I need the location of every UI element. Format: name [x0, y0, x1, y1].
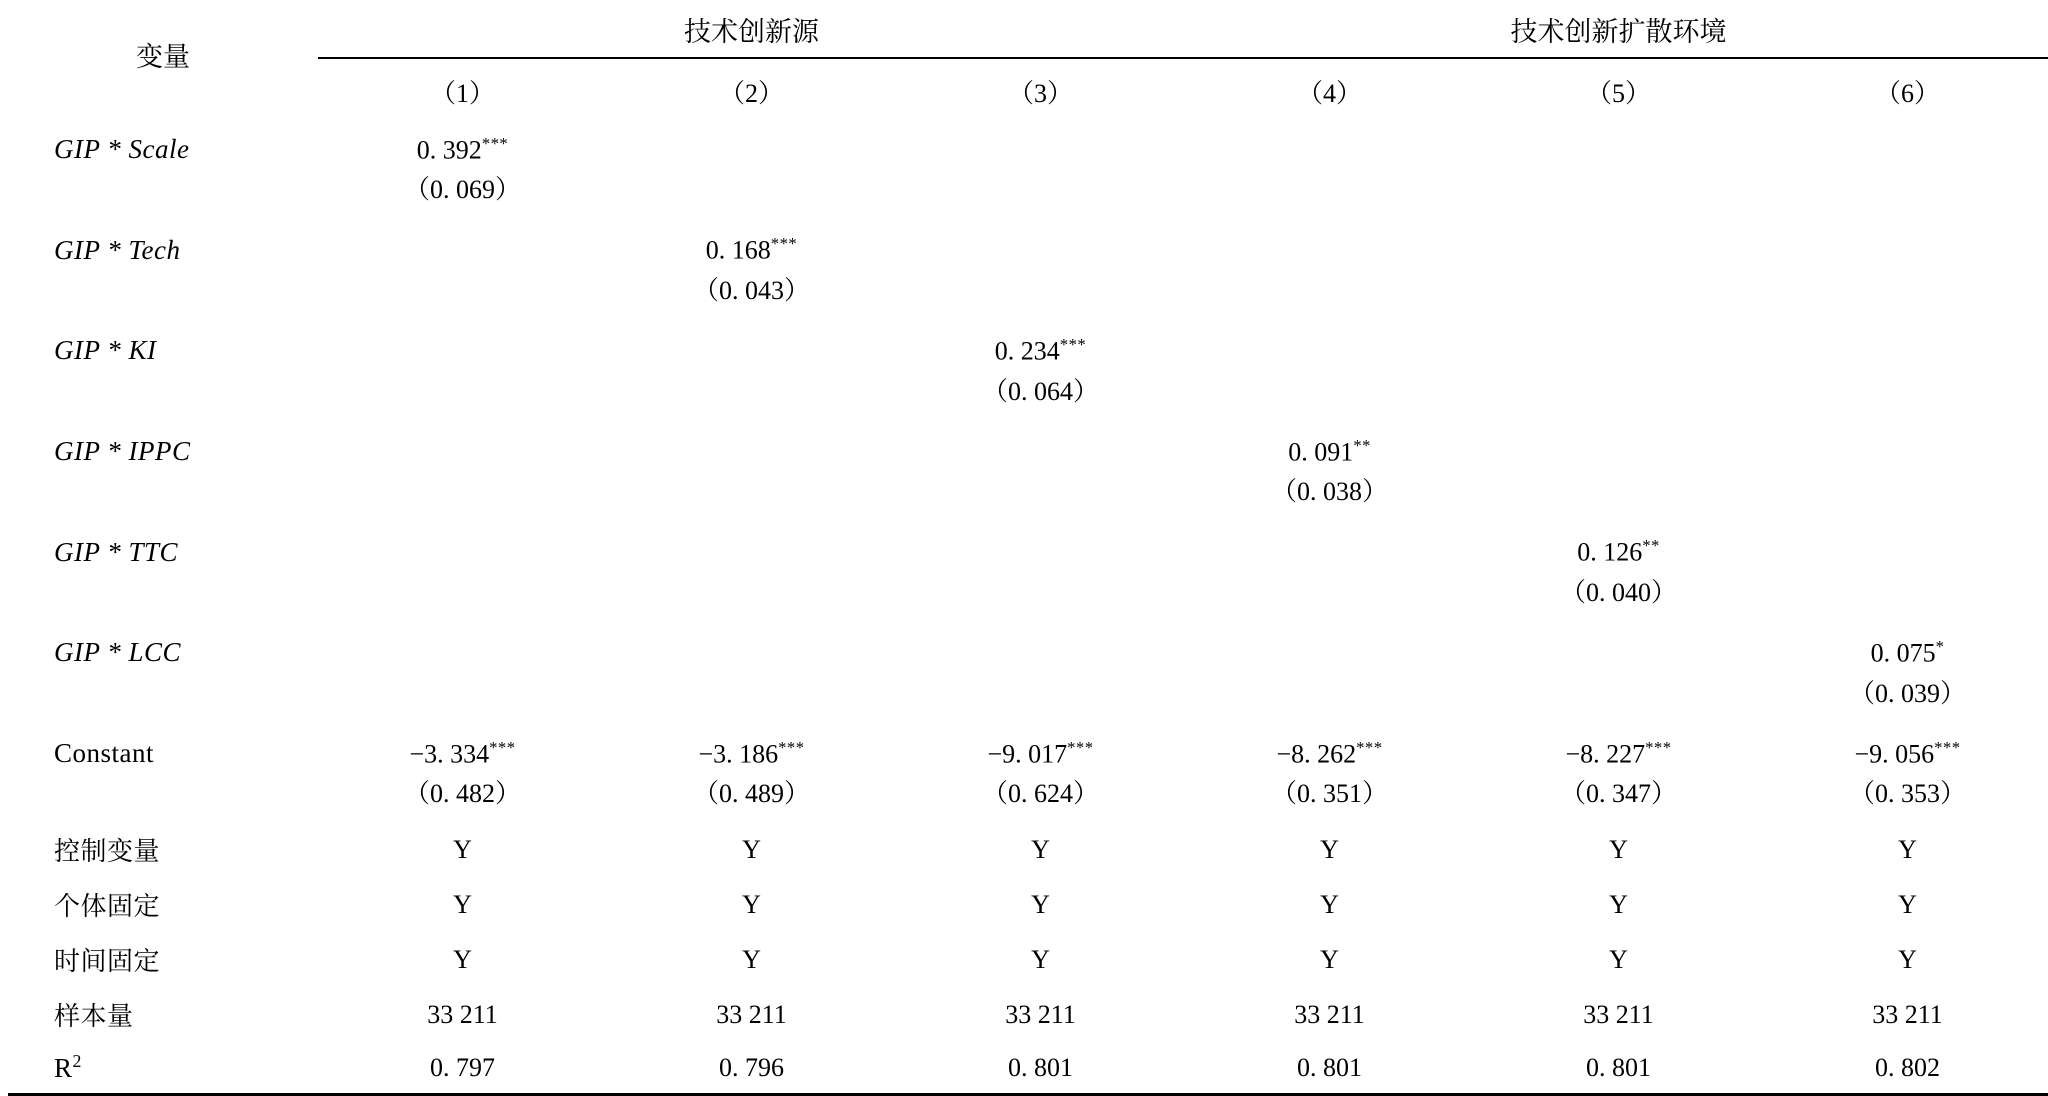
coefficient-cell [1185, 218, 1474, 268]
value-cell: Y [453, 834, 472, 864]
coefficient-cell [896, 420, 1185, 470]
coefficient-cell [318, 520, 607, 570]
value-cell: Y [742, 834, 761, 864]
standard-error-cell [896, 570, 1185, 621]
significance-stars: ** [1642, 536, 1660, 556]
standard-error-cell [607, 167, 896, 218]
table-row [8, 469, 2048, 520]
standard-error-cell [1474, 167, 1763, 218]
standard-error-cell [607, 570, 896, 621]
standard-error-cell [318, 570, 607, 621]
header-group-1 [318, 0, 1185, 67]
header-col-2: （2） [718, 78, 784, 108]
standard-error-cell: （0. 353） [1848, 779, 1966, 809]
table-row [8, 987, 2048, 1042]
standard-error-cell: （0. 043） [692, 275, 810, 305]
value-cell: 33 211 [1005, 999, 1076, 1029]
standard-error-cell [607, 671, 896, 722]
table-row [8, 268, 2048, 319]
coefficient-value: 0. 168 [705, 235, 771, 265]
table-row [8, 877, 2048, 932]
coefficient-cell [318, 420, 607, 470]
significance-stars: *** [1356, 737, 1383, 757]
header-group-2-label: 技术创新扩散环境 [1510, 17, 1727, 47]
table-row [8, 167, 2048, 218]
row-label: GIP * IPPC [54, 435, 191, 466]
standard-error-cell [1474, 671, 1763, 722]
row-label: GIP * TTC [54, 536, 179, 567]
standard-error-cell [318, 268, 607, 319]
r-squared-label: R [54, 1053, 73, 1084]
coefficient-value: 0. 091 [1288, 437, 1354, 467]
header-col-3: （3） [1007, 78, 1073, 108]
standard-error-cell [1474, 369, 1763, 420]
coefficient-cell [896, 621, 1185, 671]
coefficient-value: 0. 126 [1577, 537, 1643, 567]
header-group-1-rule [318, 57, 1185, 59]
row-label: 控制变量 [54, 836, 161, 867]
row-label: GIP * KI [54, 335, 157, 366]
standard-error-cell: （0. 040） [1559, 577, 1677, 607]
coefficient-cell [607, 118, 896, 168]
standard-error-cell: （0. 482） [403, 779, 521, 809]
row-label: 时间固定 [54, 946, 161, 977]
significance-stars: *** [770, 234, 798, 254]
significance-stars: ** [1353, 435, 1371, 455]
row-label [8, 1042, 318, 1095]
value-cell: Y [1898, 834, 1917, 864]
standard-error-cell [1474, 469, 1763, 520]
table-row [8, 520, 2048, 570]
row-label: 个体固定 [54, 891, 161, 922]
coefficient-value: −8. 227 [1565, 739, 1646, 769]
coefficient-cell [1474, 520, 1763, 570]
standard-error-cell: （0. 347） [1559, 779, 1677, 809]
significance-stars: *** [481, 133, 509, 153]
standard-error-cell [607, 469, 896, 520]
coefficient-cell [1474, 621, 1763, 671]
value-cell: 33 211 [1583, 999, 1654, 1029]
coefficient-value: 0. 234 [994, 336, 1060, 366]
coefficient-value: 0. 075 [1870, 638, 1936, 668]
coefficient-cell [1185, 420, 1474, 470]
standard-error-cell: （0. 624） [981, 779, 1099, 809]
table-row [8, 218, 2048, 268]
coefficient-cell [607, 319, 896, 369]
significance-stars: *** [1067, 737, 1094, 757]
coefficient-value: −8. 262 [1276, 739, 1357, 769]
value-cell: Y [1031, 834, 1050, 864]
coefficient-value: 0. 392 [416, 135, 482, 165]
row-label-spacer [8, 469, 318, 520]
table-row [8, 319, 2048, 369]
coefficient-cell [896, 319, 1185, 369]
coefficient-value: −3. 186 [698, 739, 779, 769]
row-label-spacer [8, 369, 318, 420]
value-cell: Y [1609, 944, 1628, 974]
coefficient-value: −3. 334 [409, 739, 490, 769]
table-row [8, 621, 2048, 671]
header-group-1-label: 技术创新源 [684, 17, 819, 47]
coefficient-cell [896, 722, 1185, 772]
value-cell: 0. 801 [896, 1042, 1185, 1095]
table-row [8, 420, 2048, 470]
table-header [8, 0, 2048, 118]
value-cell: Y [1031, 889, 1050, 919]
table-row [8, 822, 2048, 877]
standard-error-cell [1763, 570, 2048, 621]
coefficient-cell [1763, 319, 2048, 369]
value-cell: 0. 797 [318, 1042, 607, 1095]
header-col-1: （1） [429, 78, 495, 108]
value-cell: Y [1609, 889, 1628, 919]
coefficient-cell [1185, 319, 1474, 369]
header-group-2-rule [1185, 57, 2048, 59]
value-cell: 0. 802 [1763, 1042, 2048, 1095]
row-label: 样本量 [54, 1001, 134, 1032]
coefficient-cell [607, 420, 896, 470]
row-label-spacer [8, 268, 318, 319]
standard-error-cell: （0. 489） [692, 779, 810, 809]
header-col-6: （6） [1874, 78, 1940, 108]
coefficient-cell [1474, 218, 1763, 268]
coefficient-cell [318, 621, 607, 671]
coefficient-cell [1474, 722, 1763, 772]
row-label: GIP * LCC [54, 637, 182, 668]
row-label-spacer [8, 671, 318, 722]
value-cell: Y [1898, 889, 1917, 919]
table-body [8, 118, 2048, 1095]
significance-stars: *** [1059, 334, 1087, 354]
value-cell: Y [1320, 944, 1339, 974]
table-row [8, 118, 2048, 168]
standard-error-cell [1185, 570, 1474, 621]
value-cell: Y [453, 889, 472, 919]
coefficient-cell [896, 218, 1185, 268]
row-label-spacer [8, 570, 318, 621]
row-label-spacer [8, 167, 318, 218]
row-label: GIP * Scale [54, 133, 190, 164]
regression-table [8, 0, 2048, 1096]
standard-error-cell [1763, 369, 2048, 420]
standard-error-cell [896, 469, 1185, 520]
significance-stars: * [1935, 636, 1945, 656]
value-cell: Y [1320, 889, 1339, 919]
coefficient-cell [1763, 118, 2048, 168]
standard-error-cell [318, 469, 607, 520]
table-row [8, 722, 2048, 772]
coefficient-cell [318, 319, 607, 369]
header-group-2 [1185, 0, 2048, 67]
coefficient-cell [1185, 722, 1474, 772]
coefficient-cell [896, 520, 1185, 570]
table-row [8, 671, 2048, 722]
standard-error-cell [318, 671, 607, 722]
coefficient-cell [1763, 621, 2048, 671]
standard-error-cell [318, 369, 607, 420]
coefficient-cell [607, 722, 896, 772]
table-row [8, 570, 2048, 621]
coefficient-cell [1185, 621, 1474, 671]
standard-error-cell [1185, 671, 1474, 722]
row-label-spacer [8, 771, 318, 822]
value-cell: Y [1609, 834, 1628, 864]
standard-error-cell: （0. 064） [981, 376, 1099, 406]
standard-error-cell: （0. 069） [403, 175, 521, 205]
value-cell: Y [742, 944, 761, 974]
standard-error-cell [1763, 268, 2048, 319]
standard-error-cell [1185, 268, 1474, 319]
coefficient-cell [607, 218, 896, 268]
value-cell: 0. 801 [1185, 1042, 1474, 1095]
header-variable-label: 变量 [136, 42, 190, 73]
significance-stars: *** [1645, 737, 1672, 757]
table-row [8, 1042, 2048, 1095]
standard-error-cell [1185, 369, 1474, 420]
table-row [8, 369, 2048, 420]
coefficient-cell [607, 520, 896, 570]
coefficient-cell [318, 722, 607, 772]
coefficient-cell [318, 218, 607, 268]
value-cell: Y [742, 889, 761, 919]
coefficient-cell [1763, 218, 2048, 268]
coefficient-cell [318, 118, 607, 168]
value-cell: Y [1898, 944, 1917, 974]
standard-error-cell: （0. 038） [1270, 477, 1388, 507]
header-group-row [8, 0, 2048, 67]
value-cell: 33 211 [427, 999, 498, 1029]
header-col-4: （4） [1296, 78, 1362, 108]
coefficient-cell [1763, 420, 2048, 470]
table-row [8, 932, 2048, 987]
standard-error-cell [896, 268, 1185, 319]
standard-error-cell [1763, 167, 2048, 218]
value-cell: 33 211 [1872, 999, 1943, 1029]
standard-error-cell [1185, 167, 1474, 218]
coefficient-value: −9. 056 [1854, 739, 1935, 769]
coefficient-cell [1185, 520, 1474, 570]
standard-error-cell: （0. 351） [1270, 779, 1388, 809]
significance-stars: *** [1934, 737, 1961, 757]
standard-error-cell [896, 671, 1185, 722]
coefficient-cell [1763, 520, 2048, 570]
coefficient-value: −9. 017 [987, 739, 1068, 769]
coefficient-cell [896, 118, 1185, 168]
r-squared-exponent: 2 [72, 1051, 82, 1072]
coefficient-cell [607, 621, 896, 671]
coefficient-cell [1474, 118, 1763, 168]
value-cell: 33 211 [1294, 999, 1365, 1029]
coefficient-cell [1185, 118, 1474, 168]
row-label: Constant [54, 737, 155, 768]
table-row [8, 771, 2048, 822]
value-cell: 0. 801 [1474, 1042, 1763, 1095]
standard-error-cell [1763, 469, 2048, 520]
value-cell: Y [1031, 944, 1050, 974]
coefficient-cell [1763, 722, 2048, 772]
standard-error-cell [1474, 268, 1763, 319]
value-cell: Y [453, 944, 472, 974]
significance-stars: *** [489, 737, 516, 757]
value-cell: Y [1320, 834, 1339, 864]
value-cell: 0. 796 [607, 1042, 896, 1095]
coefficient-cell [1474, 319, 1763, 369]
row-label: GIP * Tech [54, 234, 181, 265]
significance-stars: *** [778, 737, 805, 757]
header-col-5: （5） [1585, 78, 1651, 108]
coefficient-cell [1474, 420, 1763, 470]
standard-error-cell [896, 167, 1185, 218]
standard-error-cell [607, 369, 896, 420]
value-cell: 33 211 [716, 999, 787, 1029]
standard-error-cell: （0. 039） [1848, 678, 1966, 708]
